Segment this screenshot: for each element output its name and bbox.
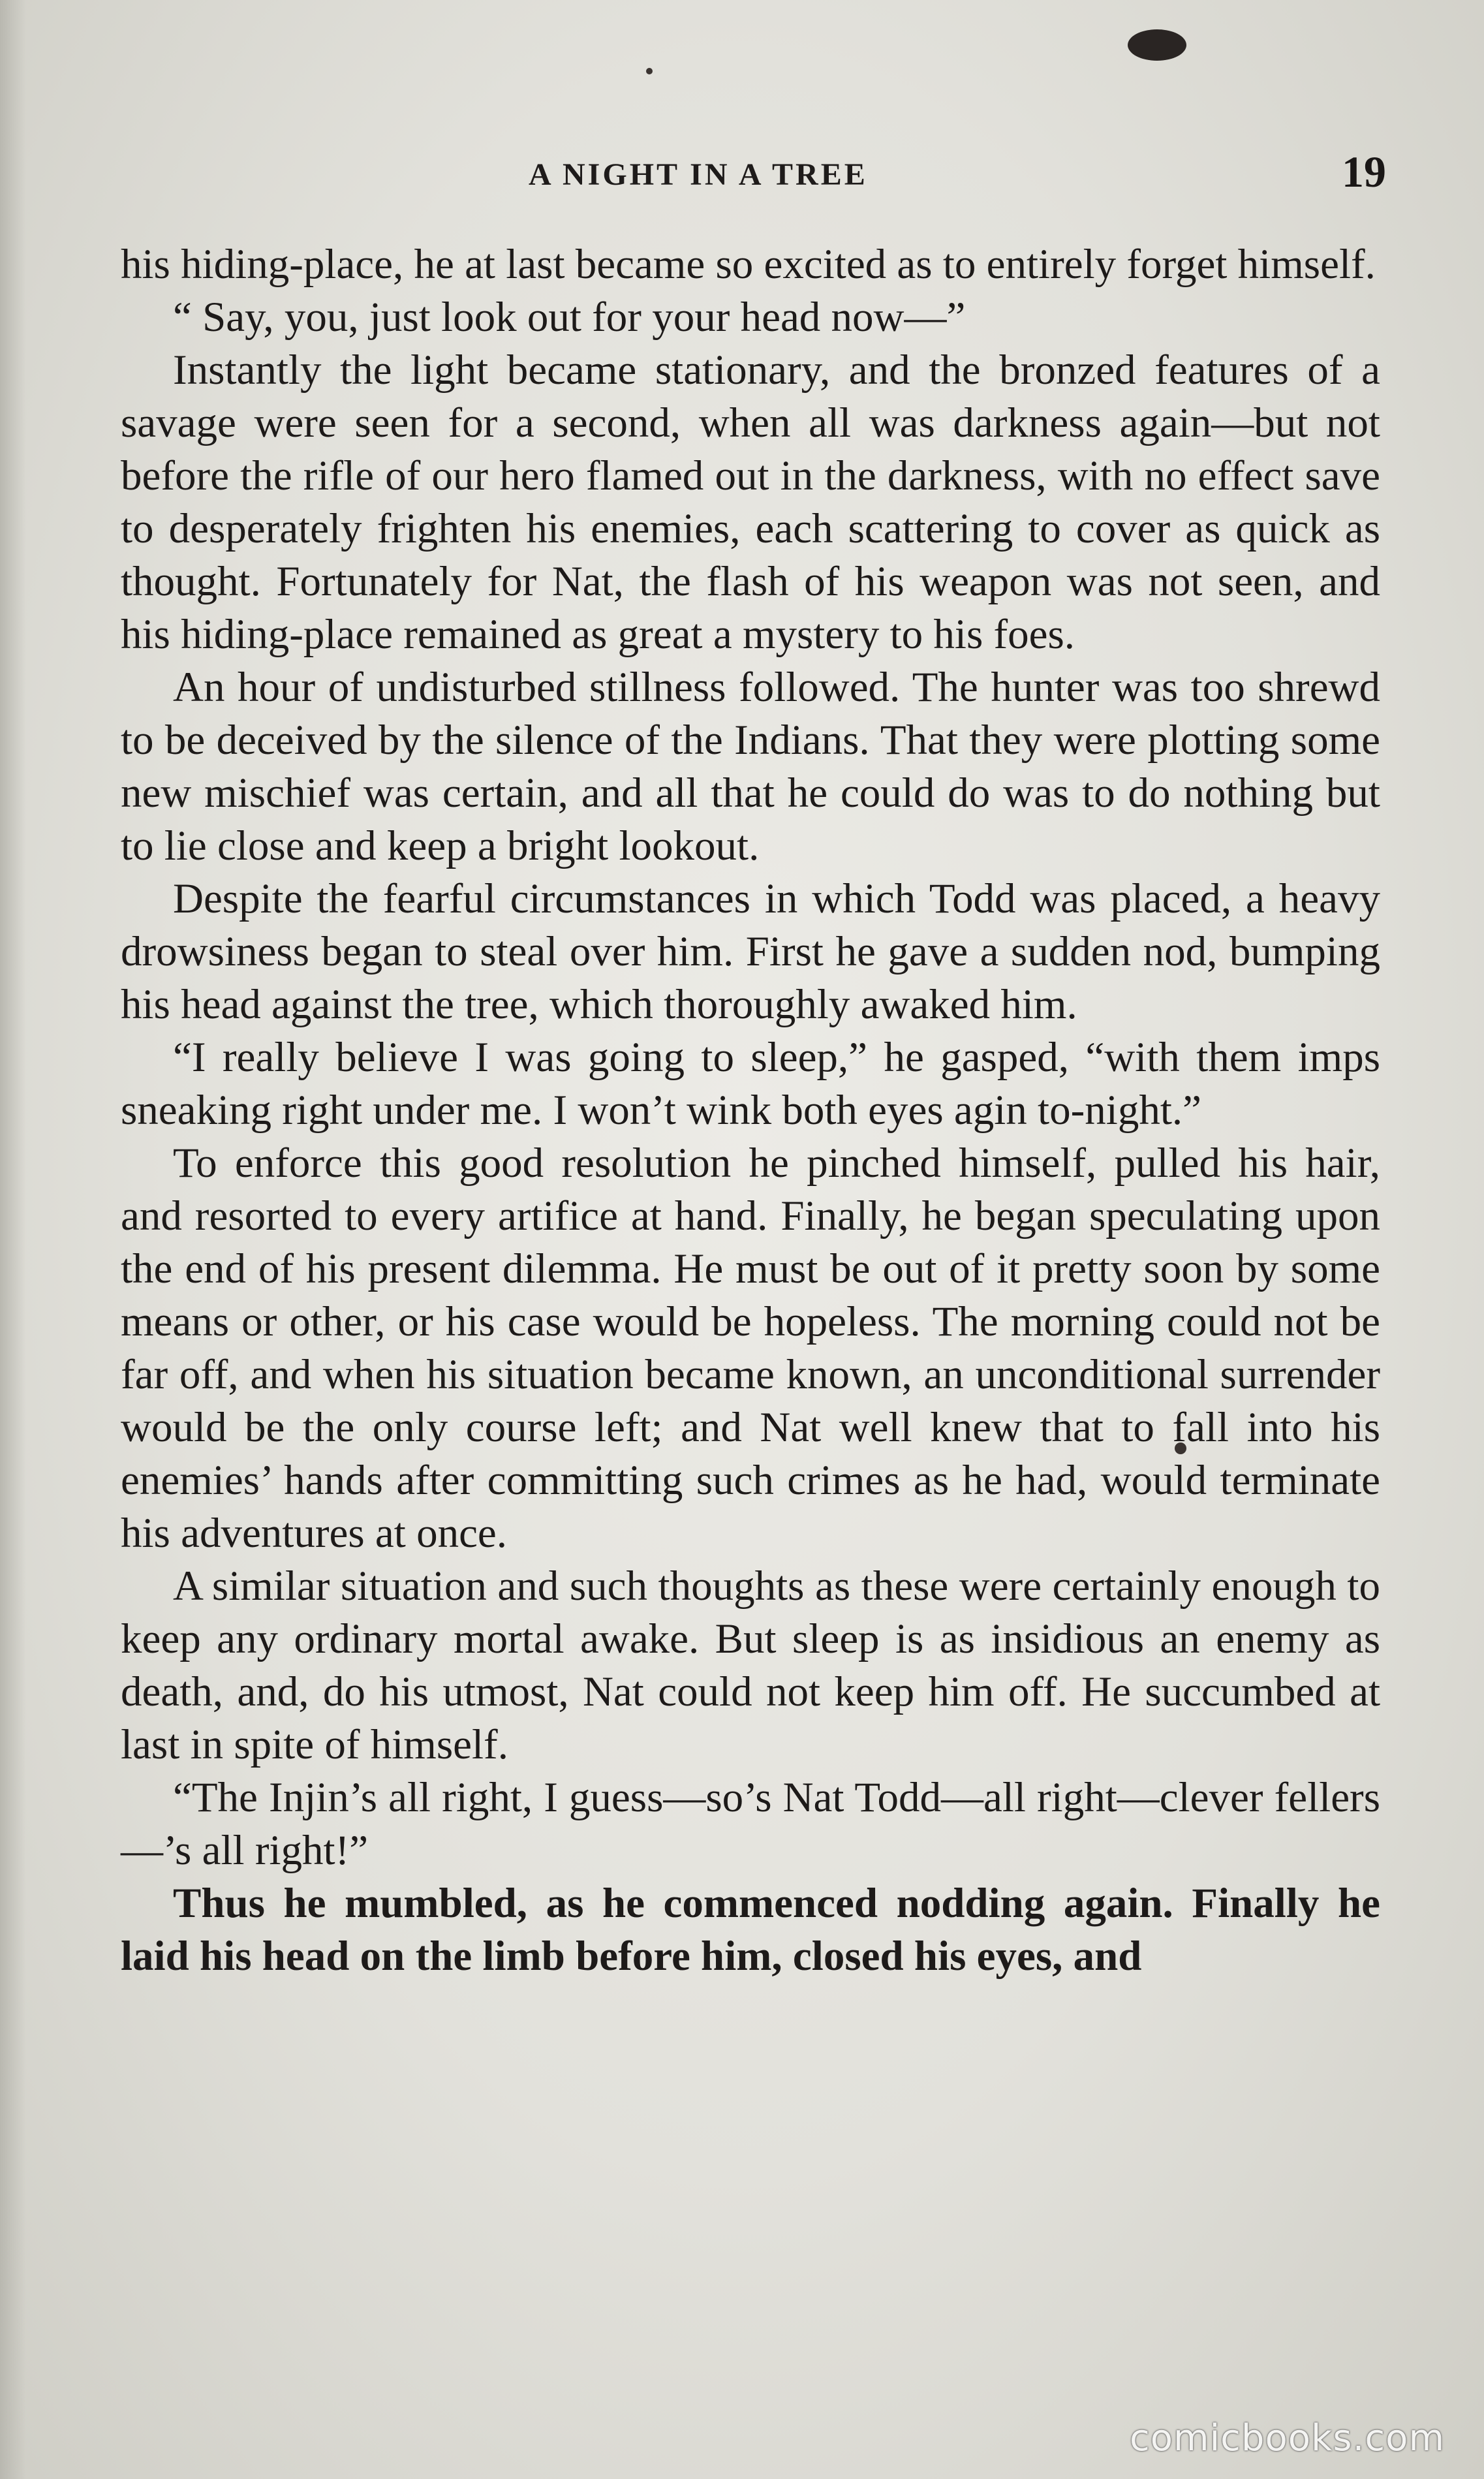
paragraph: “I really believe I was going to sleep,” he gasped, “with them imps sneaking right under me. I won’t wink both eyes agin to-night.” — [121, 1034, 1380, 1134]
running-head: A NIGHT IN A TREE — [529, 157, 868, 192]
paragraph: Despite the fearful circumstances in which Todd was placed, a heavy drowsiness began to steal over him. First he gave a sudden nod, bumping his head against the tree, which thoroughly awaked him. — [121, 875, 1380, 1028]
page-number: 19 — [1342, 147, 1386, 196]
paragraph: A similar situation and such thoughts as these were certainly enough to keep any ordinary mortal awake. But sleep is as insidious an enemy as death, and, do his utmost, Nat could not keep him off. He succumbed at last in spite of himself. — [121, 1563, 1380, 1768]
body-text — [121, 238, 1380, 1983]
ink-speck — [646, 68, 653, 74]
watermark: comicbooks.com — [1129, 2417, 1445, 2459]
paragraph: Thus he mumbled, as he commenced nodding again. Finally he laid his head on the limb before him, closed his eyes, and — [121, 1880, 1380, 1980]
page-header — [117, 137, 1386, 209]
paragraph: his hiding-place, he at last became so excited as to entirely forget himself. — [121, 241, 1376, 288]
paragraph: To enforce this good resolution he pinched himself, pulled his hair, and resorted to every artifice at hand. Finally, he began speculating upon the end of his present dilemma. He must be out of it pretty soon by some means or other, or his case would be hopeless. The morning could not be far off, and when his situation became known, an unconditional surrender would be the only course left; and Nat well knew that to fall into his enemies’ hands after committing such crimes as he had, would terminate his adventures at once. — [121, 1140, 1380, 1557]
paragraph: An hour of undisturbed stillness followed. The hunter was too shrewd to be deceived by the silence of the Indians. That they were plotting some new mischief was certain, and all that he could do was to do nothing but to lie close and keep a bright lookout. — [121, 664, 1380, 869]
paragraph: Instantly the light became stationary, and the bronzed features of a savage were seen for a second, when all was darkness again—but not before the rifle of our hero flamed out in the darkness, with no effect save to desperately frighten his enemies, each scattering to cover as quick as thought. Fortunately for Nat, the flash of his weapon was not seen, and his hiding-place remained as great a mystery to his foes. — [121, 347, 1380, 658]
paragraph: “ Say, you, just look out for your head now—” — [173, 294, 966, 341]
page-edge-shadow — [0, 0, 26, 2479]
paragraph: “The Injin’s all right, I guess—so’s Nat Todd—all right—clever fellers—’s all right!” — [121, 1774, 1380, 1874]
ink-blot — [1128, 29, 1186, 61]
